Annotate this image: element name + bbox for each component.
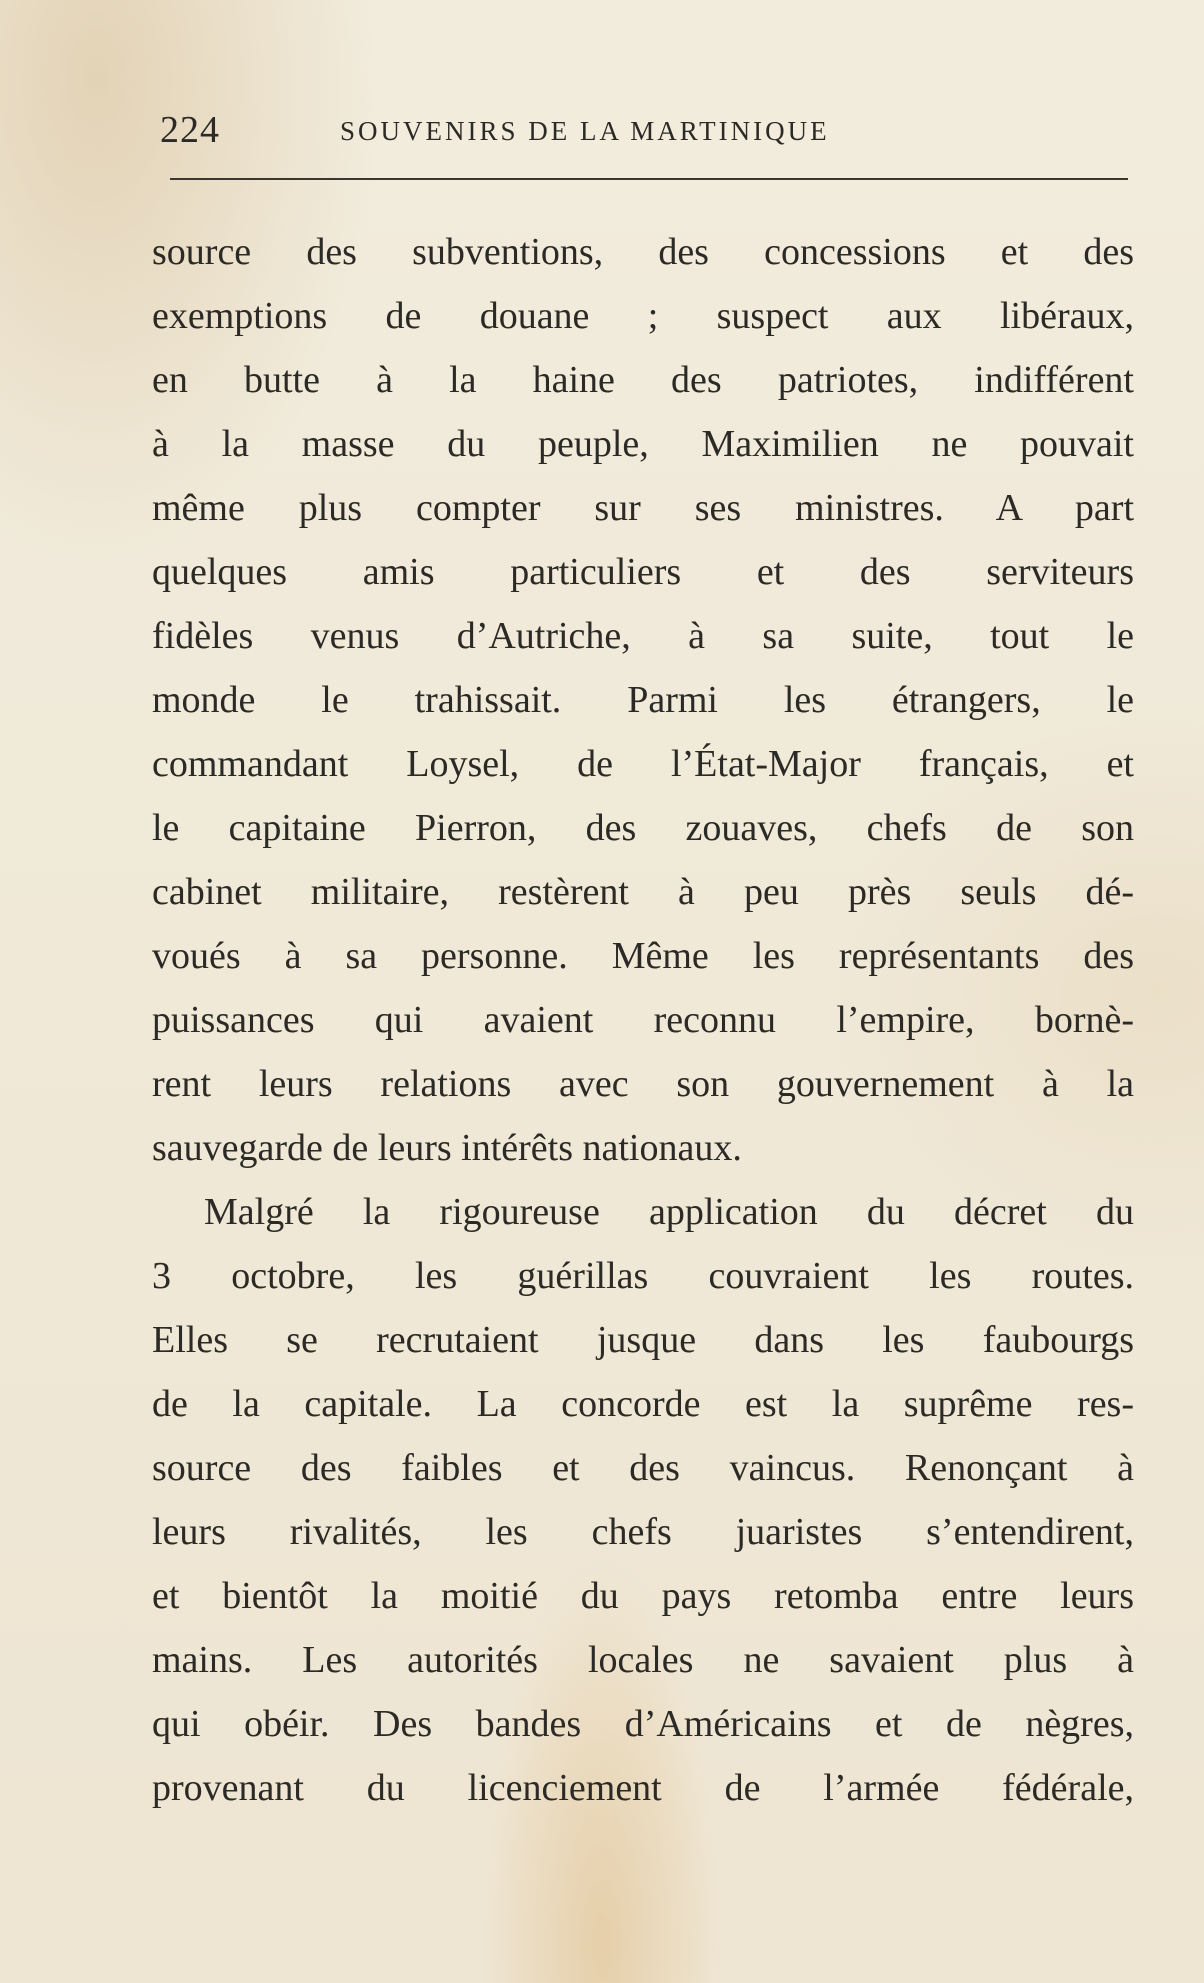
text-line: et bientôt la moitié du pays retomba entre leurs <box>152 1575 1134 1617</box>
text-line: voués à sa personne. Même les représentants des <box>152 935 1134 977</box>
header-rule <box>170 178 1128 180</box>
text-line: mains. Les autorités locales ne savaient plus à <box>152 1639 1134 1681</box>
text-line: monde le trahissait. Parmi les étrangers, le <box>152 679 1134 721</box>
text-line: le capitaine Pierron, des zouaves, chefs de son <box>152 807 1134 849</box>
text-line: cabinet militaire, restèrent à peu près seuls dé- <box>152 871 1134 913</box>
text-line: Malgré la rigoureuse application du décret du <box>204 1191 1134 1233</box>
text-line: Elles se recrutaient jusque dans les faubourgs <box>152 1319 1134 1361</box>
page-header <box>160 108 1130 158</box>
text-line: source des faibles et des vaincus. Renonçant à <box>152 1447 1134 1489</box>
text-line: puissances qui avaient reconnu l’empire, bornè- <box>152 999 1134 1041</box>
text-line: rent leurs relations avec son gouvernement à la <box>152 1063 1134 1105</box>
running-title: SOUVENIRS DE LA MARTINIQUE <box>340 116 830 146</box>
body-text <box>152 220 1134 1820</box>
text-line: quelques amis particuliers et des serviteurs <box>152 551 1134 593</box>
text-line: en butte à la haine des patriotes, indifférent <box>152 359 1134 401</box>
text-line: source des subventions, des concessions et des <box>152 231 1134 273</box>
text-line: leurs rivalités, les chefs juaristes s’entendirent, <box>152 1511 1134 1553</box>
text-line: fidèles venus d’Autriche, à sa suite, tout le <box>152 615 1134 657</box>
text-line: de la capitale. La concorde est la suprême res- <box>152 1383 1134 1425</box>
text-line: qui obéir. Des bandes d’Américains et de nègres, <box>152 1703 1134 1745</box>
text-line: à la masse du peuple, Maximilien ne pouvait <box>152 423 1134 465</box>
text-line: 3 octobre, les guérillas couvraient les routes. <box>152 1255 1134 1297</box>
text-line: même plus compter sur ses ministres. A part <box>152 487 1134 529</box>
text-line: commandant Loysel, de l’État-Major français, et <box>152 743 1134 785</box>
text-line: exemptions de douane ; suspect aux libéraux, <box>152 295 1134 337</box>
page-number: 224 <box>160 109 220 151</box>
text-line: provenant du licenciement de l’armée fédérale, <box>152 1767 1134 1809</box>
text-line: sauvegarde de leurs intérêts nationaux. <box>152 1127 742 1169</box>
